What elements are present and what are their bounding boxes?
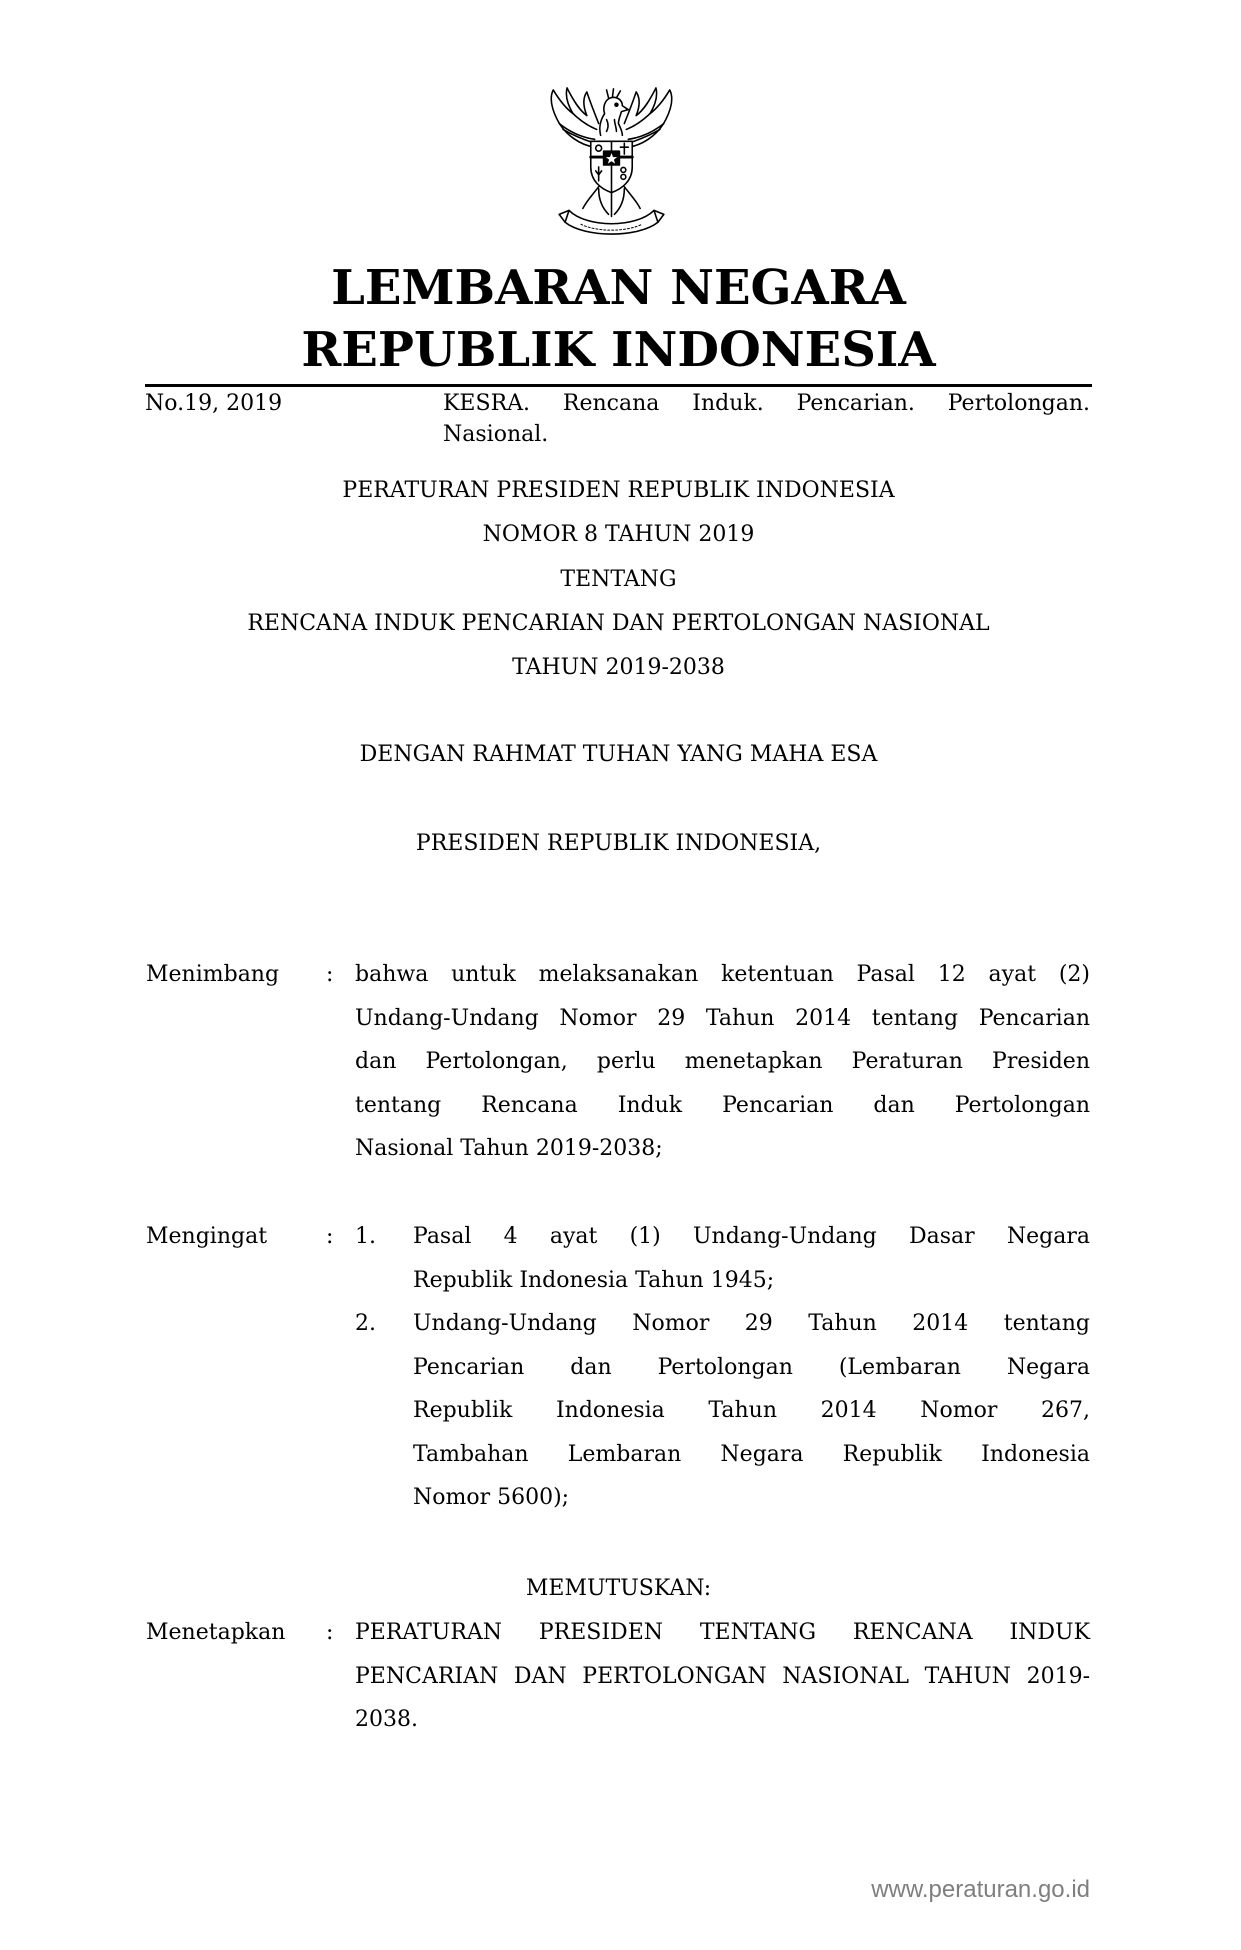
- text-line: dan Pertolongan, perlu menetapkan Peraturan Presiden: [355, 1049, 1090, 1074]
- mengingat-label: Mengingat: [146, 1224, 268, 1249]
- left-wing: [551, 88, 598, 147]
- text-line: bahwa untuk melaksanakan ketentuan Pasal 12 ayat (2): [355, 962, 1090, 987]
- menetapkan-colon: :: [326, 1620, 334, 1645]
- menimbang-text: [355, 953, 1090, 1171]
- text-line: Pasal 4 ayat (1) Undang-Undang Dasar Negara: [413, 1224, 1090, 1249]
- list-item: [413, 1215, 1090, 1302]
- text-line: PENCARIAN DAN PERTOLONGAN NASIONAL TAHUN 2019-: [355, 1663, 1090, 1689]
- menimbang-label: Menimbang: [146, 962, 280, 987]
- gazette-number: No.19, 2019: [145, 391, 283, 416]
- text-line: Pencarian dan Pertolongan (Lembaran Negara: [413, 1354, 1090, 1380]
- garuda-emblem-icon: [537, 84, 686, 242]
- regulation-title: RENCANA INDUK PENCARIAN DAN PERTOLONGAN NASIONAL: [247, 610, 990, 636]
- source-website: www.peraturan.go.id: [871, 1876, 1090, 1903]
- text-line: Undang-Undang Nomor 29 Tahun 2014 tentang Pencarian: [355, 1005, 1090, 1031]
- regulation-type: PERATURAN PRESIDEN REPUBLIK INDONESIA: [342, 478, 895, 503]
- list-item-number: 2.: [355, 1311, 376, 1336]
- gazette-subject: [443, 388, 1090, 450]
- text-line: Republik Indonesia Tahun 1945;: [413, 1267, 775, 1293]
- menetapkan-text: [355, 1611, 1090, 1742]
- subject-line: Nasional.: [443, 422, 549, 447]
- subject-line: KESRA. Rencana Induk. Pencarian. Pertolongan.: [443, 391, 1090, 416]
- menetapkan-label: Menetapkan: [146, 1620, 286, 1645]
- text-line: Tambahan Lembaran Negara Republik Indonesia: [413, 1441, 1090, 1467]
- president-heading: PRESIDEN REPUBLIK INDONESIA,: [415, 831, 822, 856]
- text-line: Undang-Undang Nomor 29 Tahun 2014 tentang: [413, 1311, 1090, 1336]
- list-item: [413, 1302, 1090, 1520]
- regulation-heading: [145, 469, 1092, 690]
- right-wing: [624, 88, 671, 147]
- list-item-number: 1.: [355, 1224, 376, 1249]
- text-line: PERATURAN PRESIDEN TENTANG RENCANA INDUK: [355, 1620, 1090, 1645]
- text-line: Nasional Tahun 2019-2038;: [355, 1136, 663, 1161]
- regulation-about: TENTANG: [560, 566, 677, 592]
- regulation-number: NOMOR 8 TAHUN 2019: [482, 522, 755, 548]
- text-line: tentang Rencana Induk Pencarian dan Pertolongan: [355, 1092, 1090, 1118]
- garuda-shield: [591, 141, 632, 192]
- text-line: Nomor 5600);: [413, 1485, 570, 1510]
- decision-heading: MEMUTUSKAN:: [525, 1576, 712, 1601]
- gazette-title-line-1: LEMBARAN NEGARA: [331, 260, 906, 316]
- title-divider: [145, 384, 1092, 387]
- regulation-period: TAHUN 2019-2038: [512, 655, 725, 681]
- menimbang-colon: :: [326, 962, 334, 987]
- text-line: Republik Indonesia Tahun 2014 Nomor 267,: [413, 1398, 1090, 1423]
- garuda-head: [600, 89, 628, 135]
- mengingat-colon: :: [326, 1224, 334, 1249]
- text-line: 2038.: [355, 1707, 418, 1732]
- invocation: DENGAN RAHMAT TUHAN YANG MAHA ESA: [359, 742, 878, 767]
- gazette-title-line-2: REPUBLIK INDONESIA: [301, 322, 936, 378]
